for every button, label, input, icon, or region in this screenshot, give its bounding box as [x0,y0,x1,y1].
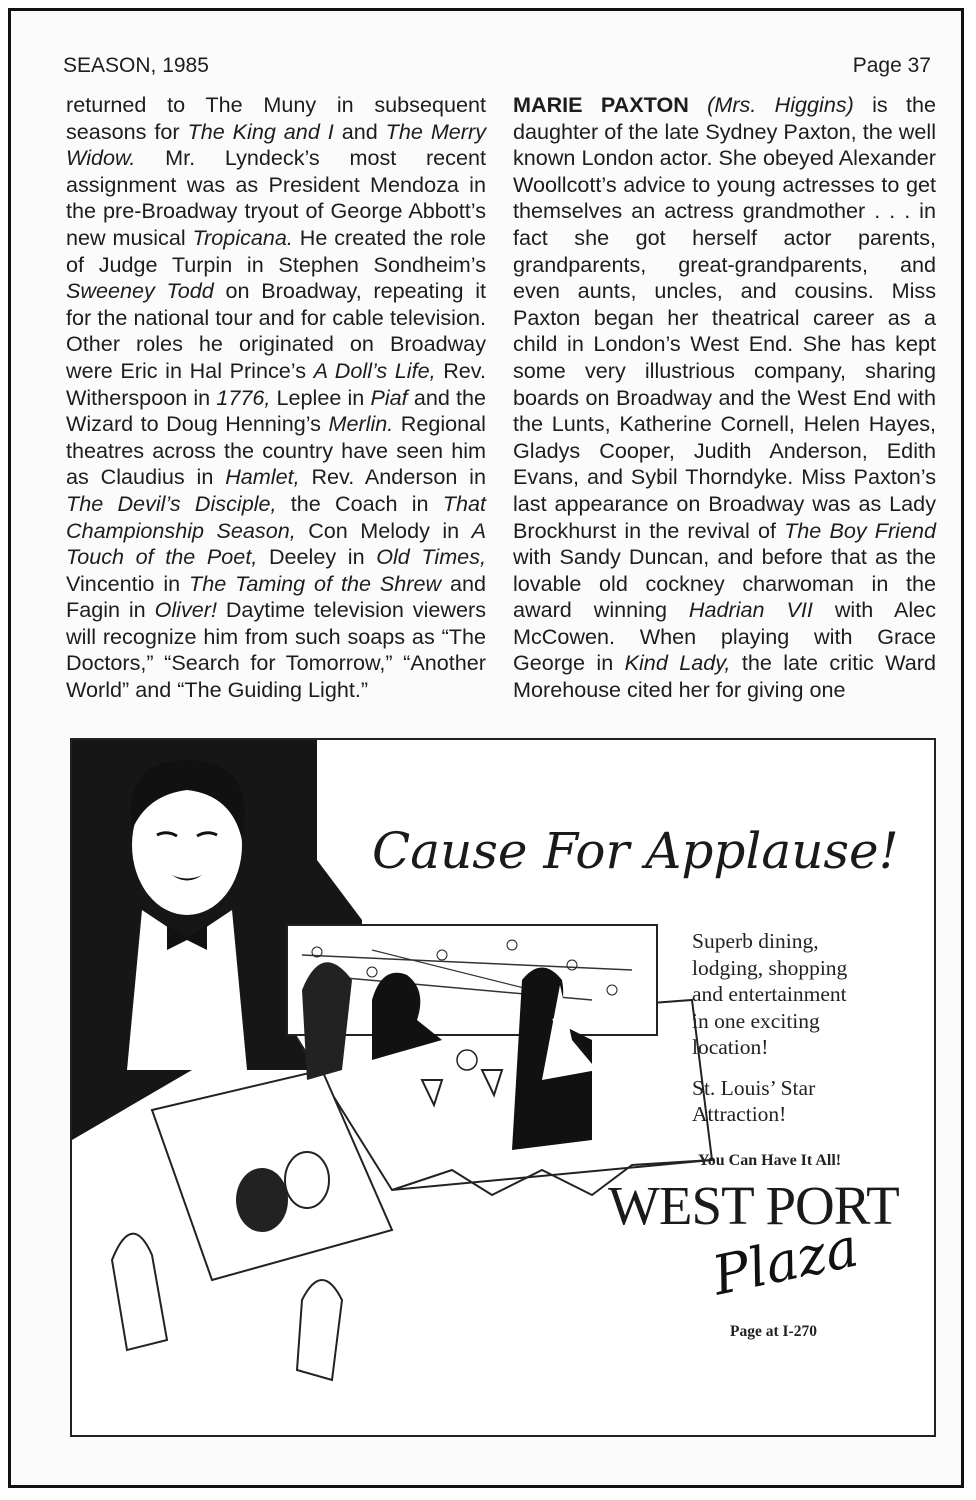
body-text: Regional theatres across the country have seen him as Claudius in [66,411,486,490]
title-text: Piaf [370,384,408,410]
title-text: The Merry Widow. [66,118,486,171]
body-text: is the daughter of the late Sydney Paxton, the well known London actor. She obeyed Alexander Woollcott’s advice to young actresses to get themselves an actress grandmother . . . in fact she got herself actor parents, grandparents, great-grandparents, and even aunts, uncles, and cousins. Miss Paxton began her theatrical career as a child in London’s West End. She has kept some very illustrious company, sharing boards on Broadway and the West End with the Lunts, Katherine Cornell, Helen Hayes, Gladys Cooper, Judith Anderson, Edith Evans, and Sybil Thorndyke. Miss Paxton’s last appearance on Broadway was as Lady Brockhurst in the revival of [513,92,936,543]
title-text: (Mrs. Higgins) [707,92,854,117]
ad-copy-line: in one exciting [692,1008,820,1033]
title-text: The Devil’s Disciple, [66,490,277,516]
title-text: Merlin. [328,411,394,437]
title-text: Hamlet, [225,464,300,490]
westport-plaza-advertisement [70,738,936,1437]
brand-script: Plaza [707,1215,864,1308]
title-text: A Doll’s Life, [313,357,436,383]
season-label: SEASON, 1985 [63,54,209,77]
body-text: and [333,118,386,144]
body-text: Mr. Lyndeck’s most recent assignment was as President Mendoza in the pre-Broadway tryout of George Abbott’s new musical [66,145,486,250]
body-text [689,92,707,117]
comedy-mask [236,1168,288,1232]
body-text: Deeley in [257,544,377,570]
body-text: and the Wizard to Doug Henning’s [66,384,487,437]
bio-paragraph-paxton [513,92,936,704]
title-text: Kind Lady, [624,650,731,676]
left-hand [112,1234,167,1350]
page-header [63,54,931,84]
left-column-text [66,92,486,704]
title-text: Hadrian VII [688,597,813,623]
ad-copy-line: Superb dining, [692,929,819,953]
body-text: Vincentio in [66,570,190,596]
right-column-text [513,92,936,704]
body-text: with Sandy Duncan, and before that as the lovable old cockney charwoman in the award winning [513,544,936,623]
ad-copy [692,928,922,1128]
title-text: A Touch of the Poet, [66,517,486,570]
body-text: Con Melody in [295,517,472,543]
tragedy-mask [285,1152,329,1208]
title-text: The King and I [187,118,334,144]
ad-copy-line: location! [692,1035,769,1059]
ad-copy-line: Attraction! [692,1102,787,1126]
title-text: Sweeney Todd [66,278,214,304]
title-text: Oliver! [154,597,217,623]
brand-wordmark: WEST PORT [608,1175,899,1236]
body-text: Rev. Witherspoon in [66,357,487,410]
title-text: Old Times, [376,544,486,570]
body-text: with Alec McCowen. When playing with Grace George in [513,597,936,676]
title-text: Tropicana. [192,224,293,250]
ad-copy-line: St. Louis’ Star [692,1075,816,1100]
title-text: That Championship Season, [66,490,486,543]
body-text: Rev. Anderson in [299,464,486,490]
title-text: The Boy Friend [784,517,937,543]
ad-copy-spacer [692,1061,922,1075]
bio-paragraph-lyndeck [66,92,486,704]
ad-tagline: You Can Have It All! [698,1152,842,1169]
ad-headline: Cause For Applause! [372,822,899,880]
ad-location: Page at I-270 [730,1323,817,1340]
body-text: the Coach in [276,490,443,516]
page-number: Page 37 [852,54,931,77]
body-text: He created the role of Judge Turpin in Stephen Sondheim’s [66,224,486,277]
title-text: 1776, [216,384,271,410]
ad-copy-line: and entertainment [692,982,847,1006]
right-hand [297,1280,342,1380]
title-text: The Taming of the Shrew [189,570,442,596]
body-text: returned to The Muny in subsequent seasons for [66,92,486,144]
body-text: the late critic Ward Morehouse cited her for giving one [513,650,936,703]
body-text: and Fagin in [66,570,487,623]
body-text: on Broadway, repeating it for the national tour and for cable television. Other roles he originated on Broadway were Eric in Hal Prince’s [66,278,486,383]
ad-copy-line: lodging, shopping [692,955,848,980]
actor-name: MARIE PAXTON [513,92,689,117]
body-text: Daytime television viewers will recognize him from such soaps as “The Doctors,” “Search for Tomorrow,” “Another World” and “The Guiding Light.” [66,597,486,703]
body-text: Leplee in [270,384,371,410]
